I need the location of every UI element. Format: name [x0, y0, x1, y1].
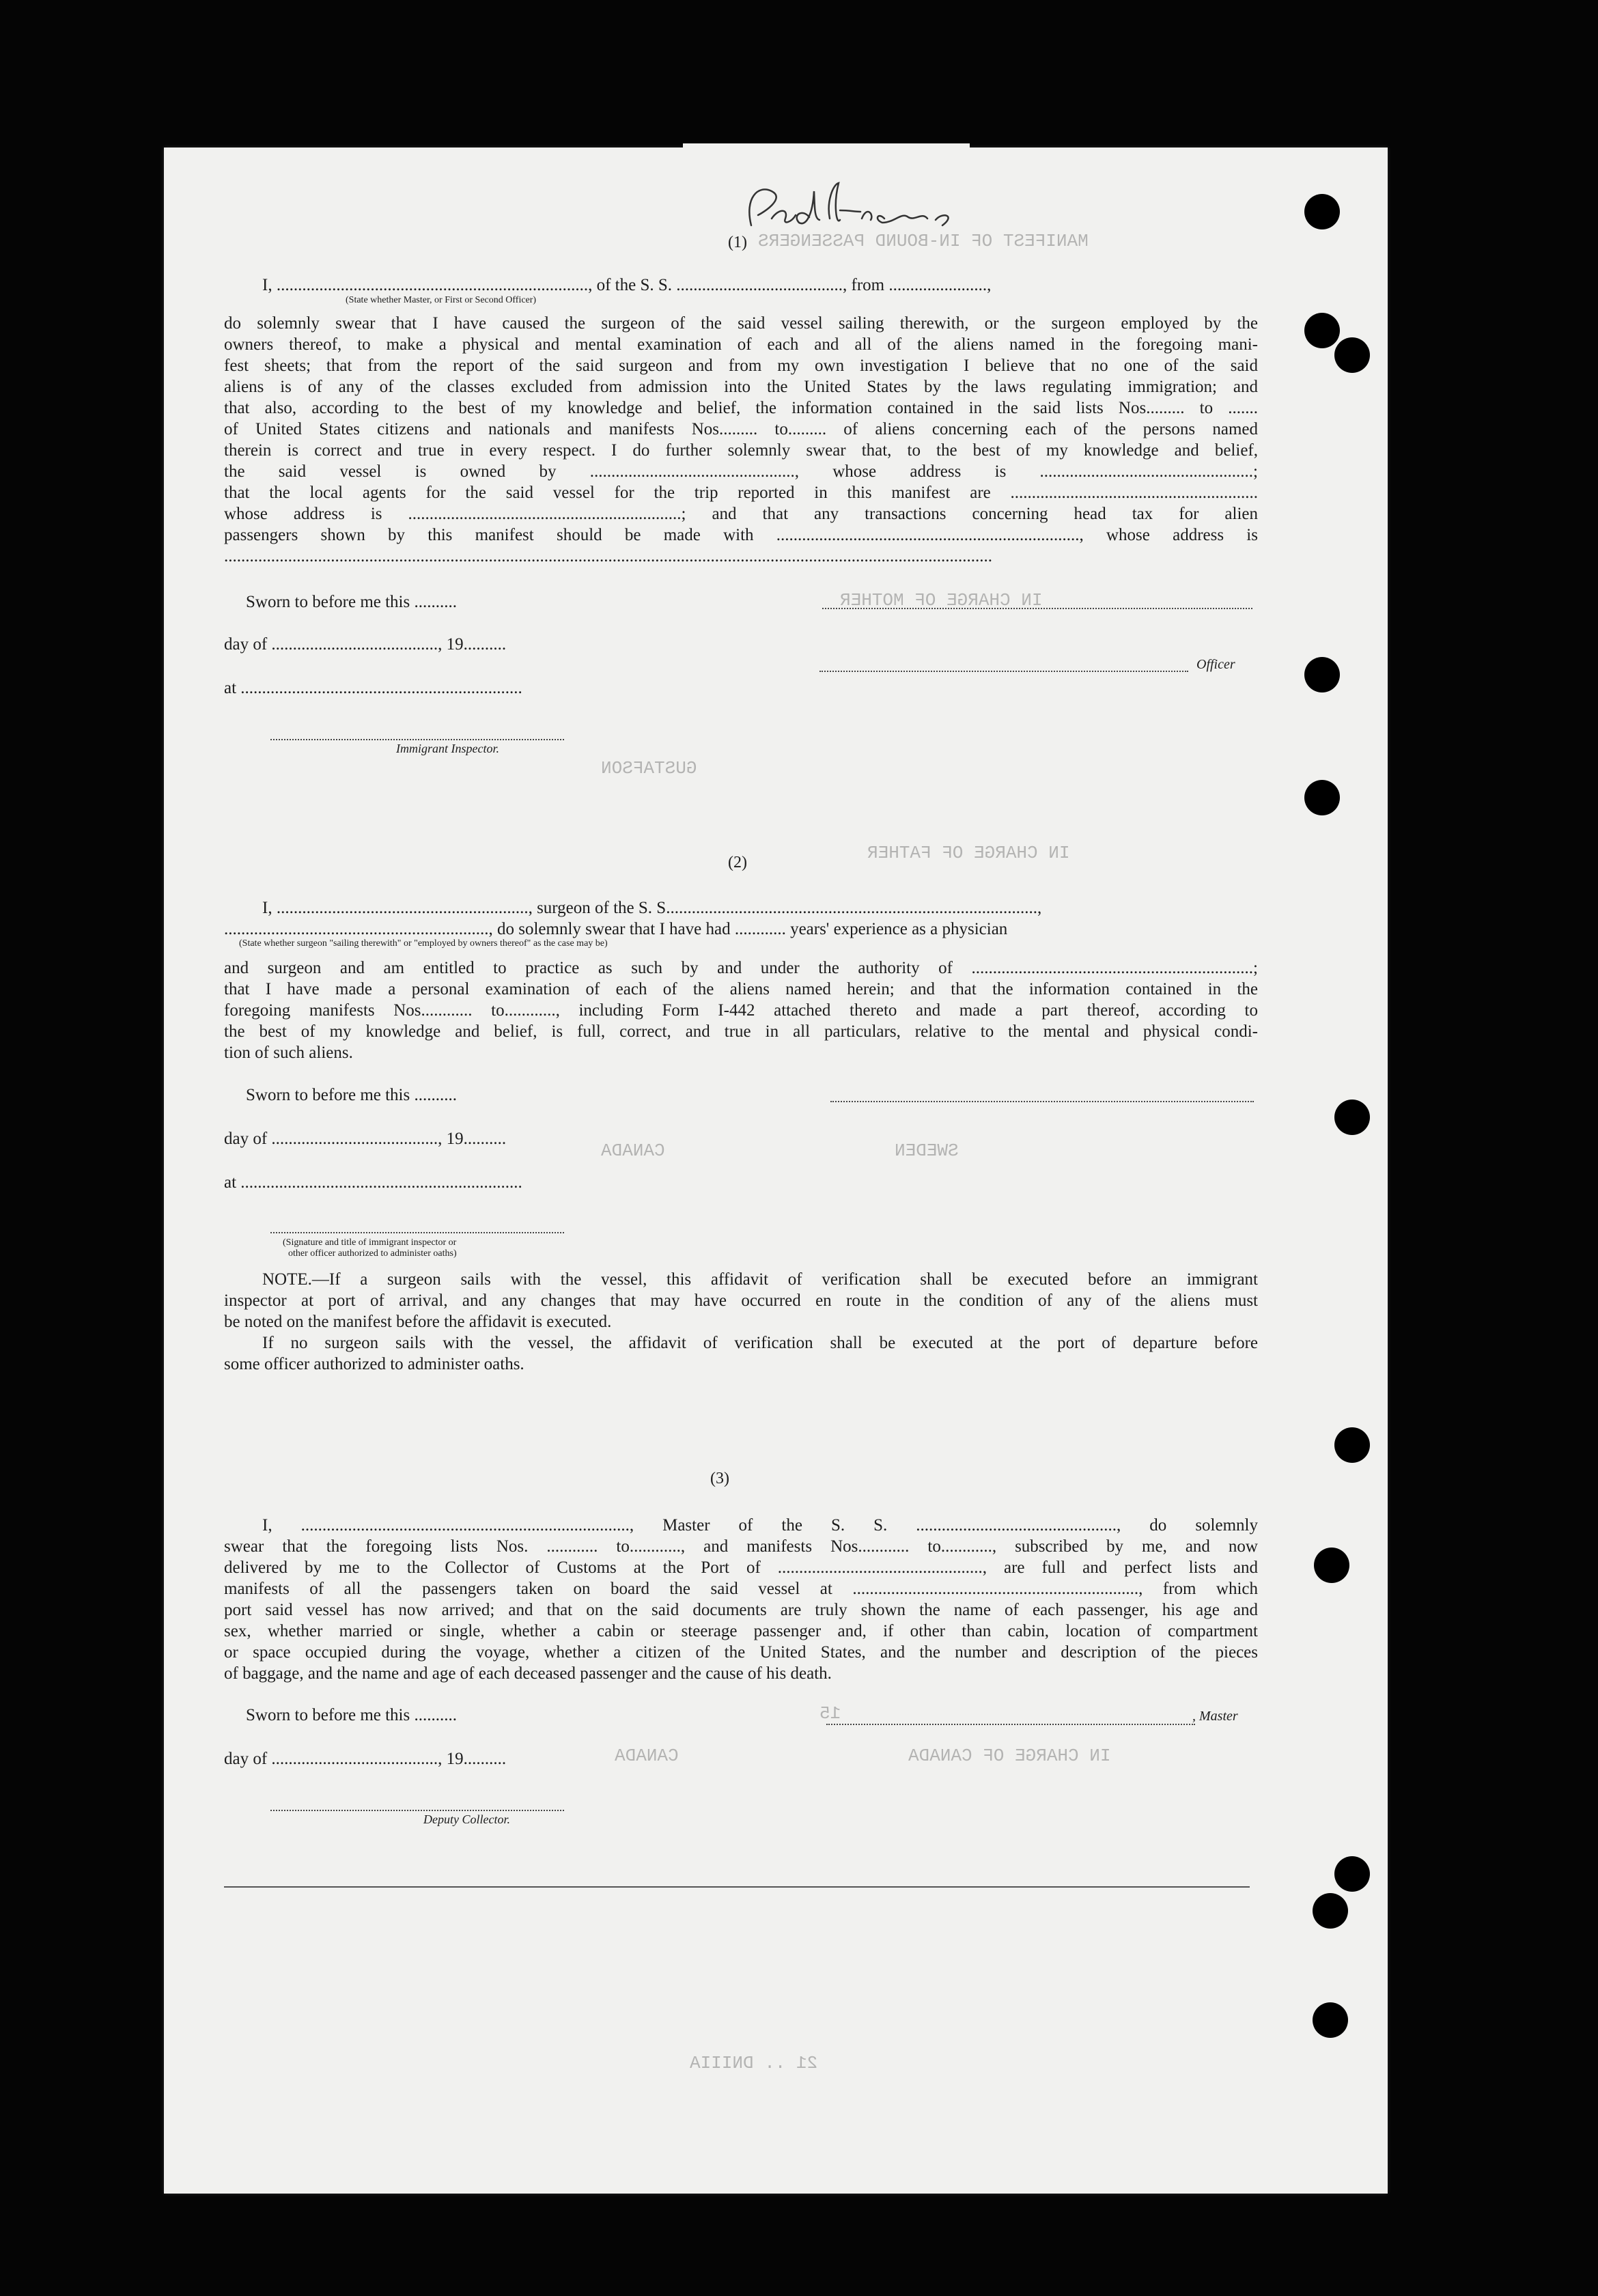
section1-line: owners thereof, to make a physical and mental examination of each and all of the aliens named in the foregoing mani-: [224, 335, 1258, 354]
master-label: , Master: [1192, 1709, 1238, 1724]
section3-line: port said vessel has now arrived; and that on the said documents are truly shown the name of each passenger, his age and: [224, 1601, 1258, 1619]
section3-line: delivered by me to the Collector of Customs at the Port of ................................................, are full and perfect lists and: [224, 1558, 1258, 1577]
binder-hole: [1334, 1100, 1370, 1135]
at-line: at ..................................................................: [224, 1173, 522, 1192]
section1-line: I, ........................................................................., of the S. S. ......................................., from .......................,: [262, 276, 992, 294]
section2-line: and surgeon and am entitled to practice as such by and under the authority of ..................................................................;: [224, 959, 1258, 977]
section2-line: foregoing manifests Nos............ to............, including Form I-442 attached thereto and made a part thereof, according to: [224, 1001, 1258, 1020]
section-number: (2): [728, 854, 747, 871]
binder-hole: [1313, 1893, 1348, 1929]
section3-line: swear that the foregoing lists Nos. ............ to............, and manifests Nos............ to............, subscribed by me, and now: [224, 1537, 1258, 1556]
binder-hole: [1334, 337, 1370, 373]
sworn-line: Sworn to before me this ..........: [246, 593, 457, 611]
section3-line: manifests of all the passengers taken on board the said vessel at ..................................................................., from which: [224, 1580, 1258, 1598]
binder-hole: [1304, 313, 1340, 348]
section3-line: or space occupied during the voyage, whether a citizen of the United States, and the number and description of the pieces: [224, 1643, 1258, 1662]
section2-line: I, ..........................................................., surgeon of the S. S.......................................................................................,: [262, 899, 1042, 917]
bleed-through-text: IN CHARGE OF CANADA: [908, 1746, 1111, 1766]
at-line: at ..................................................................: [224, 679, 522, 697]
sworn-line: Sworn to before me this ..........: [246, 1086, 457, 1104]
section2-line: .............................................................., do solemnly swear that I have had ............ years' experience as a physician: [224, 920, 1008, 938]
signature-caption: (Signature and title of immigrant inspector or: [283, 1237, 457, 1248]
collector-label: Deputy Collector.: [423, 1812, 510, 1826]
day-line: day of ......................................., 19..........: [224, 1130, 507, 1148]
sworn-line: Sworn to before me this ..........: [246, 1706, 457, 1724]
section1-line: whose address is ................................................................; and that any transactions concerning head tax for alien: [224, 505, 1258, 523]
section1-line: ....................................................................................................................................................................................: [224, 547, 992, 565]
binder-hole: [1334, 1856, 1370, 1892]
section-number: (1): [728, 234, 747, 251]
signature-line: [270, 1232, 564, 1233]
inspector-label: Immigrant Inspector.: [396, 742, 499, 755]
bottom-rule: [224, 1886, 1250, 1888]
binder-hole: [1304, 657, 1340, 692]
bleed-through-text: CANADA: [615, 1746, 679, 1766]
section1-line: aliens is of any of the classes excluded from admission into the United States by the laws regulating immigration; and: [224, 378, 1258, 396]
signature-line: [822, 608, 1252, 609]
section1-line: that also, according to the best of my knowledge and belief, the information contained in the said lists Nos......... to .......: [224, 399, 1258, 417]
bleed-through-text: 15: [819, 1703, 841, 1724]
bleed-through-text: GUSTAFSON: [601, 758, 697, 779]
section1-line: the said vessel is owned by ................................................, whose address is ..................................................;: [224, 462, 1258, 481]
signature-line: [270, 1810, 564, 1811]
note-line: If no surgeon sails with the vessel, the affidavit of verification shall be executed at the port of departure before: [262, 1334, 1258, 1352]
section1-line: of United States citizens and nationals and manifests Nos......... to......... of aliens concerning each of the persons named: [224, 420, 1258, 438]
day-line: day of ......................................., 19..........: [224, 635, 507, 654]
section1-line: do solemnly swear that I have caused the surgeon of the said vessel sailing therewith, or the surgeon employed by the: [224, 314, 1258, 333]
bleed-through-text: IN CHARGE OF FATHER: [867, 843, 1070, 863]
note-line: be noted on the manifest before the affidavit is executed.: [224, 1313, 612, 1331]
note-line: some officer authorized to administer oaths.: [224, 1355, 524, 1373]
binder-hole: [1314, 1548, 1349, 1583]
section1-line: therein is correct and true in every respect. I do further solemnly swear that, to the best of my knowledge and belief,: [224, 441, 1258, 460]
note-line: inspector at port of arrival, and any changes that may have occurred en route in the condition of any of the aliens must: [224, 1291, 1258, 1310]
day-line: day of ......................................., 19..........: [224, 1750, 507, 1768]
field-caption: (State whether surgeon "sailing therewith" or "employed by owners thereof" as the case may be): [239, 938, 608, 949]
section3-line: sex, whether married or single, whether a cabin or steerage passenger and, if other than cabin, location of compartment: [224, 1622, 1258, 1640]
section3-line: I, ............................................................................., Master of the S. S. ..............................................., do solemnly: [262, 1516, 1258, 1535]
signature-line: [819, 671, 1188, 672]
signature-caption: other officer authorized to administer oaths): [288, 1248, 457, 1259]
bleed-through-text: SWEDEN: [895, 1140, 959, 1161]
note-line: NOTE.—If a surgeon sails with the vessel, this affidavit of verification shall be executed before an immigrant: [262, 1270, 1258, 1289]
field-caption: (State whether Master, or First or Second Officer): [346, 295, 537, 305]
signature-line: [830, 1101, 1254, 1102]
bleed-through-text: MANIFEST OF IN-BOUND PASSENGERS: [758, 231, 1089, 251]
binder-hole: [1334, 1427, 1370, 1463]
signature-line: [826, 1724, 1195, 1725]
handwritten-annotation: [738, 178, 963, 239]
bleed-through-text: 21 .. DNIIIA: [690, 2053, 818, 2073]
binder-hole: [1313, 2002, 1348, 2038]
section2-line: tion of such aliens.: [224, 1044, 353, 1062]
bleed-through-text: CANADA: [601, 1140, 665, 1161]
binder-hole: [1304, 780, 1340, 815]
officer-label: Officer: [1196, 657, 1235, 672]
section1-line: that the local agents for the said vessel for the trip reported in this manifest are ..........................................................: [224, 484, 1258, 502]
section2-line: that I have made a personal examination of each of the aliens named herein; and that the information contained in the: [224, 980, 1258, 998]
section-number: (3): [710, 1470, 729, 1487]
signature-line: [270, 739, 564, 740]
section1-line: passengers shown by this manifest should be made with ......................................................................., whose address is: [224, 526, 1258, 544]
binder-hole: [1304, 194, 1340, 229]
section2-line: the best of my knowledge and belief, is full, correct, and true in all particulars, relative to the mental and physical condi-: [224, 1022, 1258, 1041]
section1-line: fest sheets; that from the report of the said surgeon and from my own investigation I believe that no one of the said: [224, 356, 1258, 375]
section3-line: of baggage, and the name and age of each deceased passenger and the cause of his death.: [224, 1664, 832, 1683]
bleed-through-text: IN CHARGE OF MOTHER: [840, 590, 1043, 611]
